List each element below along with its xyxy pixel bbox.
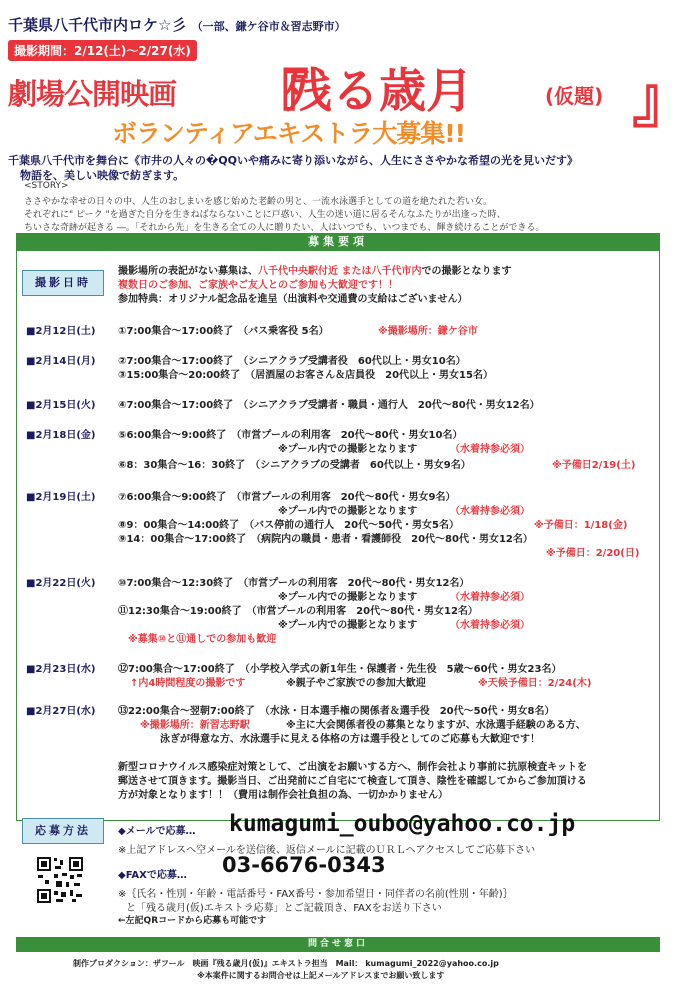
schedule-line: ※プール内での撮影となります (278, 592, 418, 603)
schedule-line: ④7:00集合～17:00終了 （シニアクラブ受講者・職員・通行人 20代～80代・男女12名） (118, 400, 540, 411)
general-line-2: 複数日のご参加、ご家族やご友人とのご参加も大歓迎です！！ (118, 280, 398, 291)
apply-method-label: 応募方法 (22, 818, 104, 844)
movie-title-sub: (仮題) (545, 84, 604, 108)
fax-note-2: と「残る歳月(仮)エキストラ応募」とご記載頂き、FAXをお送り下さい (126, 903, 442, 914)
shoot-date-label: 撮影日時 (22, 270, 104, 296)
requirements-heading: 募集要項 (16, 233, 660, 251)
schedule-line: ①7:00集合～17:00終了 （バス乗客役 5名） (118, 326, 329, 337)
story-line: ちいさな奇跡が起きる ―。「それから先」を生きる全ての人に贈りたい、人はいつでも、いつまでも、輝き続けることができる。 (24, 223, 545, 233)
qr-note: ←左記QRコードから応募も可能です (118, 916, 267, 926)
general-location: 八千代中央駅付近 または八千代市内 (258, 266, 422, 277)
schedule-note: （水着持参必須） (450, 592, 530, 603)
schedule-line: ※プール内での撮影となります (278, 506, 418, 517)
covid-note-line: 方が対象となります！！（費用は制作会社負担の為、一切かかりません） (118, 790, 448, 801)
schedule-date: ■2月19日(土) (26, 492, 96, 503)
volunteer-headline: ボランティアエキストラ大募集!! (112, 119, 466, 148)
intro-line-2: 物語を、美しい映像で紡ぎます。 (20, 169, 185, 182)
schedule-line: ③15:00集合～20:00終了 （居酒屋のお客さん＆店員役 20代以上・男女15名） (118, 370, 493, 381)
location-note: （一部、鎌ケ谷市＆習志野市） (191, 20, 346, 33)
apply-email[interactable]: kumagumi_oubo@yahoo.co.jp (229, 811, 576, 837)
schedule-note: （水着持参必須） (450, 506, 530, 517)
story-line: ささやかな幸せの日々の中、人生のおしまいを感じ始めた老齢の男と、一流水泳選手としての道を絶たれた若い女。 (24, 197, 493, 207)
location-line (8, 14, 346, 35)
schedule-note: ↑内4時間程度の撮影です (130, 678, 246, 689)
fax-note-1: ※｛氏名・性別・年齢・電話番号・FAX番号・参加希望日・同伴者の名前(性別・年齢)｝ (118, 889, 513, 900)
theater-release-label: 劇場公開映画 (8, 77, 177, 111)
covid-note-line: 郵送させて頂きます。撮影当日、ご出発前にご自宅にて検査して頂き、陰性を確認してからご参加頂ける (118, 776, 587, 787)
schedule-note: （水着持参必須） (450, 620, 530, 631)
schedule-note: （水着持参必須） (450, 444, 530, 455)
title-bracket-close: 』 (632, 63, 694, 136)
schedule-line: ⑨14：00集合～17:00終了 （病院内の職員・患者・看護師役 20代～80代・男女12名） (118, 534, 533, 545)
schedule-line: ⑩7:00集合～12:30終了 （市営プールの利用客 20代～80代・男女12名） (118, 578, 470, 589)
schedule-line: 泳ぎが得意な方、水泳選手に見える体格の方は選手役としてのご応募も大歓迎です！ (160, 734, 540, 745)
schedule-line: ⑥8：30集合～16：30終了 （シニアクラブの受講者 60代以上・男女9名） (118, 460, 471, 471)
schedule-line: ②7:00集合～17:00終了 （シニアクラブ受講者役 60代以上・男女10名） (118, 356, 466, 367)
schedule-date: ■2月22日(火) (26, 578, 96, 589)
general-text: での撮影となります (421, 266, 512, 277)
schedule-note: ※天候予備日：2/24(木) (478, 678, 592, 689)
schedule-line: ⑦6:00集合～9:00終了 （市営プールの利用客 20代～80代・男女9名） (118, 492, 456, 503)
shooting-period-badge: 撮影期間：2/12(土)～2/27(水) (8, 40, 197, 61)
schedule-line: ⑪12:30集合～19:00終了 （市営プールの利用客 20代～80代・男女12名） (118, 606, 478, 617)
schedule-line: ※主に大会関係者役の募集となりますが、水泳選手経験のある方、 (286, 720, 586, 731)
movie-title: 残る歳月 (285, 64, 473, 119)
schedule-note: ※予備日：1/18(金) (534, 520, 628, 531)
schedule-line: ※親子やご家族での参加大歓迎 (286, 678, 426, 689)
inquiry-heading: 問合せ窓口 (16, 937, 660, 952)
qr-code-icon[interactable] (36, 856, 84, 904)
intro-line-1: 千葉県八千代市を舞台に《市井の人々の�QQいや痛みに寄り添いながら、人生にささやかな希望の光を見いだす》 (8, 154, 578, 167)
mail-note: ※上記アドレスへ空メールを送信後、返信メールに記載のＵＲＬへアクセスしてご応募下さい (118, 845, 536, 856)
inquiry-note: ※本案件に関するお問合せは上記メールアドレスまでお願い致します (197, 971, 445, 980)
general-line-1 (118, 262, 511, 277)
schedule-date: ■2月15日(火) (26, 400, 96, 411)
schedule-line: ⑤6:00集合～9:00終了 （市営プールの利用客 20代～80代・男女10名） (118, 430, 463, 441)
schedule-line: ※プール内での撮影となります (278, 620, 418, 631)
schedule-date: ■2月18日(金) (26, 430, 96, 441)
schedule-date: ■2月27日(水) (26, 706, 96, 717)
schedule-note: ※予備日：2/20(日) (546, 548, 640, 559)
story-line: それぞれに" ピーク "を過ぎた自分を生きねばならないことに戸惑い、人生の迷い道に居るそんなふたりが出逢った時、 (24, 210, 506, 220)
schedule-note: ※予備日2/19(土) (552, 460, 636, 471)
schedule-date: ■2月12日(土) (26, 326, 96, 337)
schedule-line: ※プール内での撮影となります (278, 444, 418, 455)
schedule-line: ⑬22:00集合～翌朝7:00終了 （水泳・日本選手権の関係者＆選手役 20代～50代・男女8名） (118, 706, 555, 717)
location-text: 千葉県八千代市内ロケ☆彡 (8, 16, 187, 34)
fax-apply-label: ◆FAXで応募… (118, 870, 187, 881)
story-heading: <STORY> (24, 181, 69, 191)
schedule-line: ⑫7:00集合～17:00終了 （小学校入学式の新1年生・保護者・先生役 5歳～60代・男女23名） (118, 664, 562, 675)
production-contact: 制作プロダクション：ザフール 映画『残る歳月(仮)』エキストラ担当 Mail： kumagumi_2022@yahoo.co.jp (73, 959, 499, 968)
apply-fax-number: 03-6676-0343 (222, 853, 386, 877)
schedule-line: ⑧9：00集合～14:00終了 （バス停前の通行人 20代～50代・男女5名） (118, 520, 459, 531)
covid-note-line: 新型コロナウイルス感染症対策として、ご出演をお願いする方へ、制作会社より事前に抗原検査キットを (118, 762, 587, 773)
schedule-note: ※撮影場所：新習志野駅 (140, 720, 250, 731)
general-text: 撮影場所の表記がない募集は、 (118, 266, 258, 277)
mail-apply-label: ◆メールで応募… (118, 826, 196, 837)
schedule-date: ■2月23日(水) (26, 664, 96, 675)
general-line-3: 参加特典：オリジナル記念品を進呈（出演料や交通費の支給はございません） (118, 294, 468, 305)
schedule-note: ※撮影場所：鎌ケ谷市 (378, 326, 478, 337)
title-bracket-open: 『 (247, 63, 310, 136)
schedule-note: ※募集⑩と⑪通しでの参加も歓迎 (128, 634, 277, 645)
schedule-date: ■2月14日(月) (26, 356, 96, 367)
